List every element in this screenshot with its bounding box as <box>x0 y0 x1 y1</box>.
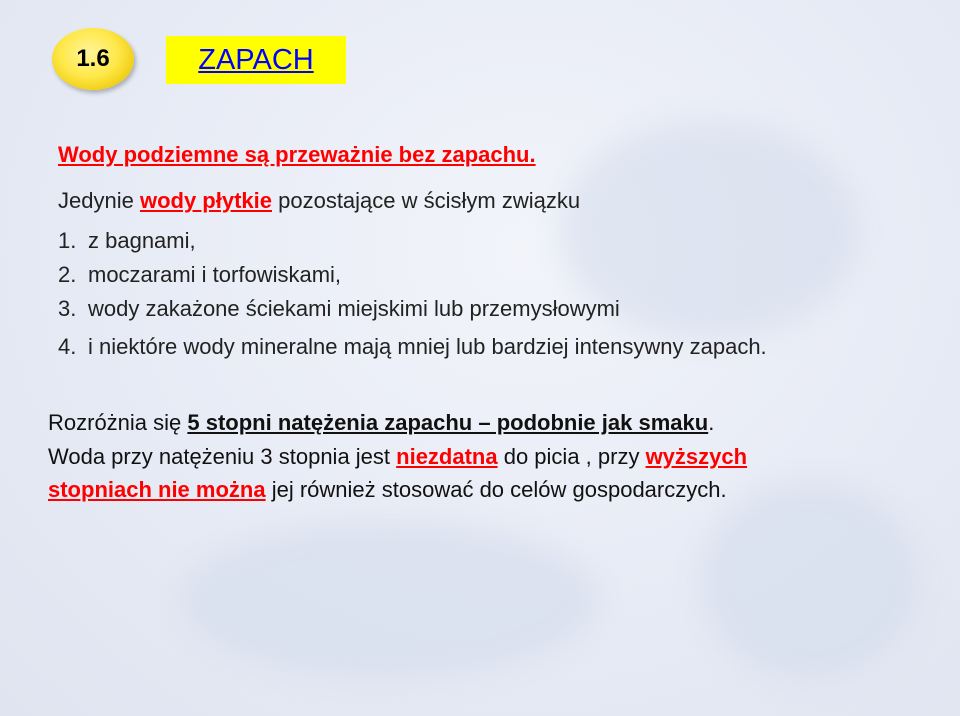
title-box <box>166 36 346 84</box>
intro-line <box>58 188 580 214</box>
list-item-number: 4. <box>58 334 77 359</box>
paragraph-highlight: niezdatna <box>396 444 498 469</box>
list-item-number: 1. <box>58 228 77 253</box>
background-decoration <box>180 520 600 680</box>
intro-heading-line <box>58 142 536 168</box>
paragraph-highlight: stopniach nie można <box>48 477 266 502</box>
paragraph-line-1 <box>48 410 714 436</box>
list-item-text: moczarami i torfowiskami, <box>88 262 342 287</box>
list-item <box>58 334 767 360</box>
paragraph-highlight: wyższych <box>645 444 748 469</box>
paragraph-text: do picia , przy <box>497 444 646 469</box>
paragraph-line-3 <box>48 477 727 503</box>
list-item-number: 2. <box>58 262 77 287</box>
background-decoration <box>700 480 920 680</box>
intro-highlight: wody płytkie <box>139 188 272 213</box>
intro-suffix: pozostające w ścisłym związku <box>272 188 581 213</box>
list-item <box>58 228 196 254</box>
page-title: ZAPACH <box>198 43 314 76</box>
paragraph-text: Woda przy natężeniu 3 stopnia jest <box>48 444 397 469</box>
list-item <box>58 262 341 288</box>
list-item-text: z bagnami, <box>88 228 196 253</box>
list-item <box>58 296 620 322</box>
paragraph-text: Rozróżnia się <box>48 410 188 435</box>
paragraph-bold: 5 stopni natężenia zapachu – podobnie jak smaku <box>187 410 709 435</box>
paragraph-line-2 <box>48 444 747 470</box>
intro-prefix: Jedynie <box>58 188 140 213</box>
intro-heading: Wody podziemne są przeważnie bez zapachu. <box>58 142 536 167</box>
list-item-number: 3. <box>58 296 77 321</box>
list-item-text: i niektóre wody mineralne mają mniej lub bardziej intensywny zapach. <box>88 334 767 359</box>
list-item-text: wody zakażone ściekami miejskimi lub przemysłowymi <box>88 296 620 321</box>
paragraph-text: . <box>708 410 715 435</box>
paragraph-text: jej również stosować do celów gospodarczych. <box>265 477 727 502</box>
slide-number-badge: 1.6 <box>52 28 134 90</box>
